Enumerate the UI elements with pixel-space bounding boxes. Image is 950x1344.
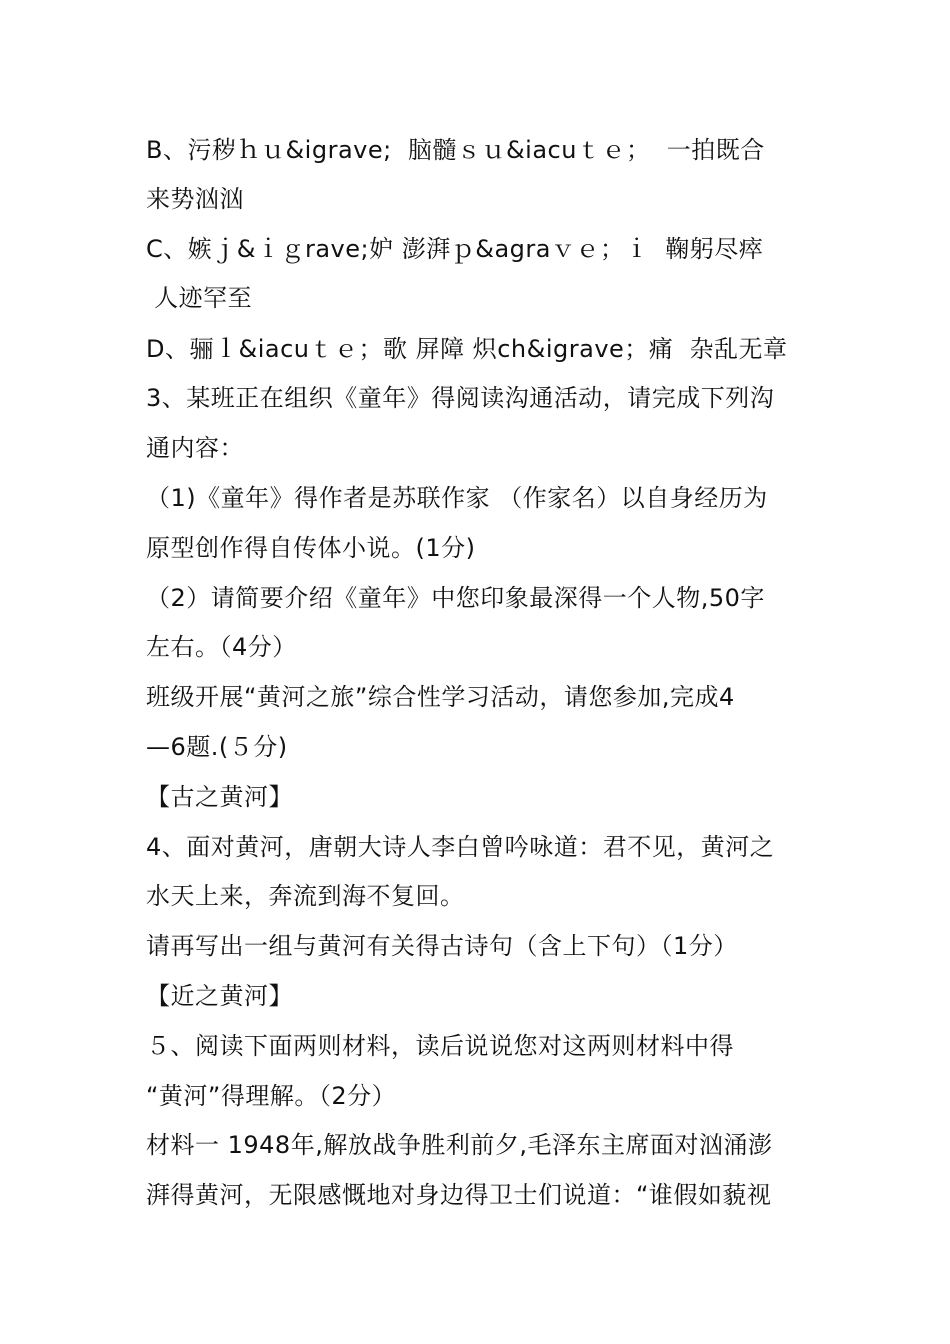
text-line-activity-intro: 班级开展“黄河之旅”综合性学习活动，请您参加,完成4 <box>146 683 735 711</box>
text-line-question-3: 3、某班正在组织《童年》得阅读沟通活动，请完成下列沟 <box>146 384 775 412</box>
text-line-option-b-cont: 来势汹汹 <box>146 185 244 213</box>
text-line-material-1: 材料一 1948年,解放战争胜利前夕,毛泽东主席面对汹涌澎 <box>146 1131 773 1159</box>
text-line-q3-part-2-cont: 左右。（4分） <box>146 633 297 661</box>
text-line-material-1-cont: 湃得黄河，无限感慨地对身边得卫士们说道：“谁假如藐视 <box>146 1181 772 1209</box>
text-line-question-4-prompt: 请再写出一组与黄河有关得古诗句（含上下句）（1分） <box>146 932 738 960</box>
text-line-activity-intro-cont: —6题.(５分) <box>146 733 288 761</box>
text-line-question-3-cont: 通内容： <box>146 434 244 462</box>
section-heading-ancient: 【古之黄河】 <box>146 783 293 811</box>
text-line-question-4-cont: 水天上来，奔流到海不复回。 <box>146 882 465 910</box>
text-line-question-5-cont: “黄河”得理解。（2分） <box>146 1082 397 1110</box>
text-line-option-c: C、嫉ｊ&ｉｇrave;妒 澎湃ｐ&agraｖｅ；ｉ 鞠躬尽瘁 <box>146 235 764 263</box>
text-line-q3-part-1-cont: 原型创作得自传体小说。(1分) <box>146 534 476 562</box>
text-line-q3-part-2: （2）请简要介绍《童年》中您印象最深得一个人物,50字 <box>146 584 765 612</box>
section-heading-modern: 【近之黄河】 <box>146 982 293 1010</box>
text-line-option-d: D、骊ｌ&iacuｔｅ；歌 屏障 炽ch&igrave；痛 杂乱无章 <box>146 335 788 363</box>
text-line-question-5: ５、阅读下面两则材料，读后说说您对这两则材料中得 <box>146 1032 734 1060</box>
text-line-option-b: B、污秽ｈｕ&igrave; 脑髓ｓｕ&iacuｔｅ； 一拍既合 <box>146 136 765 164</box>
text-line-question-4: 4、面对黄河，唐朝大诗人李白曾吟咏道：君不见，黄河之 <box>146 833 775 861</box>
text-line-option-c-cont: 人迹罕至 <box>146 284 253 312</box>
text-line-q3-part-1: （1)《童年》得作者是苏联作家 （作家名）以自身经历为 <box>146 484 768 512</box>
